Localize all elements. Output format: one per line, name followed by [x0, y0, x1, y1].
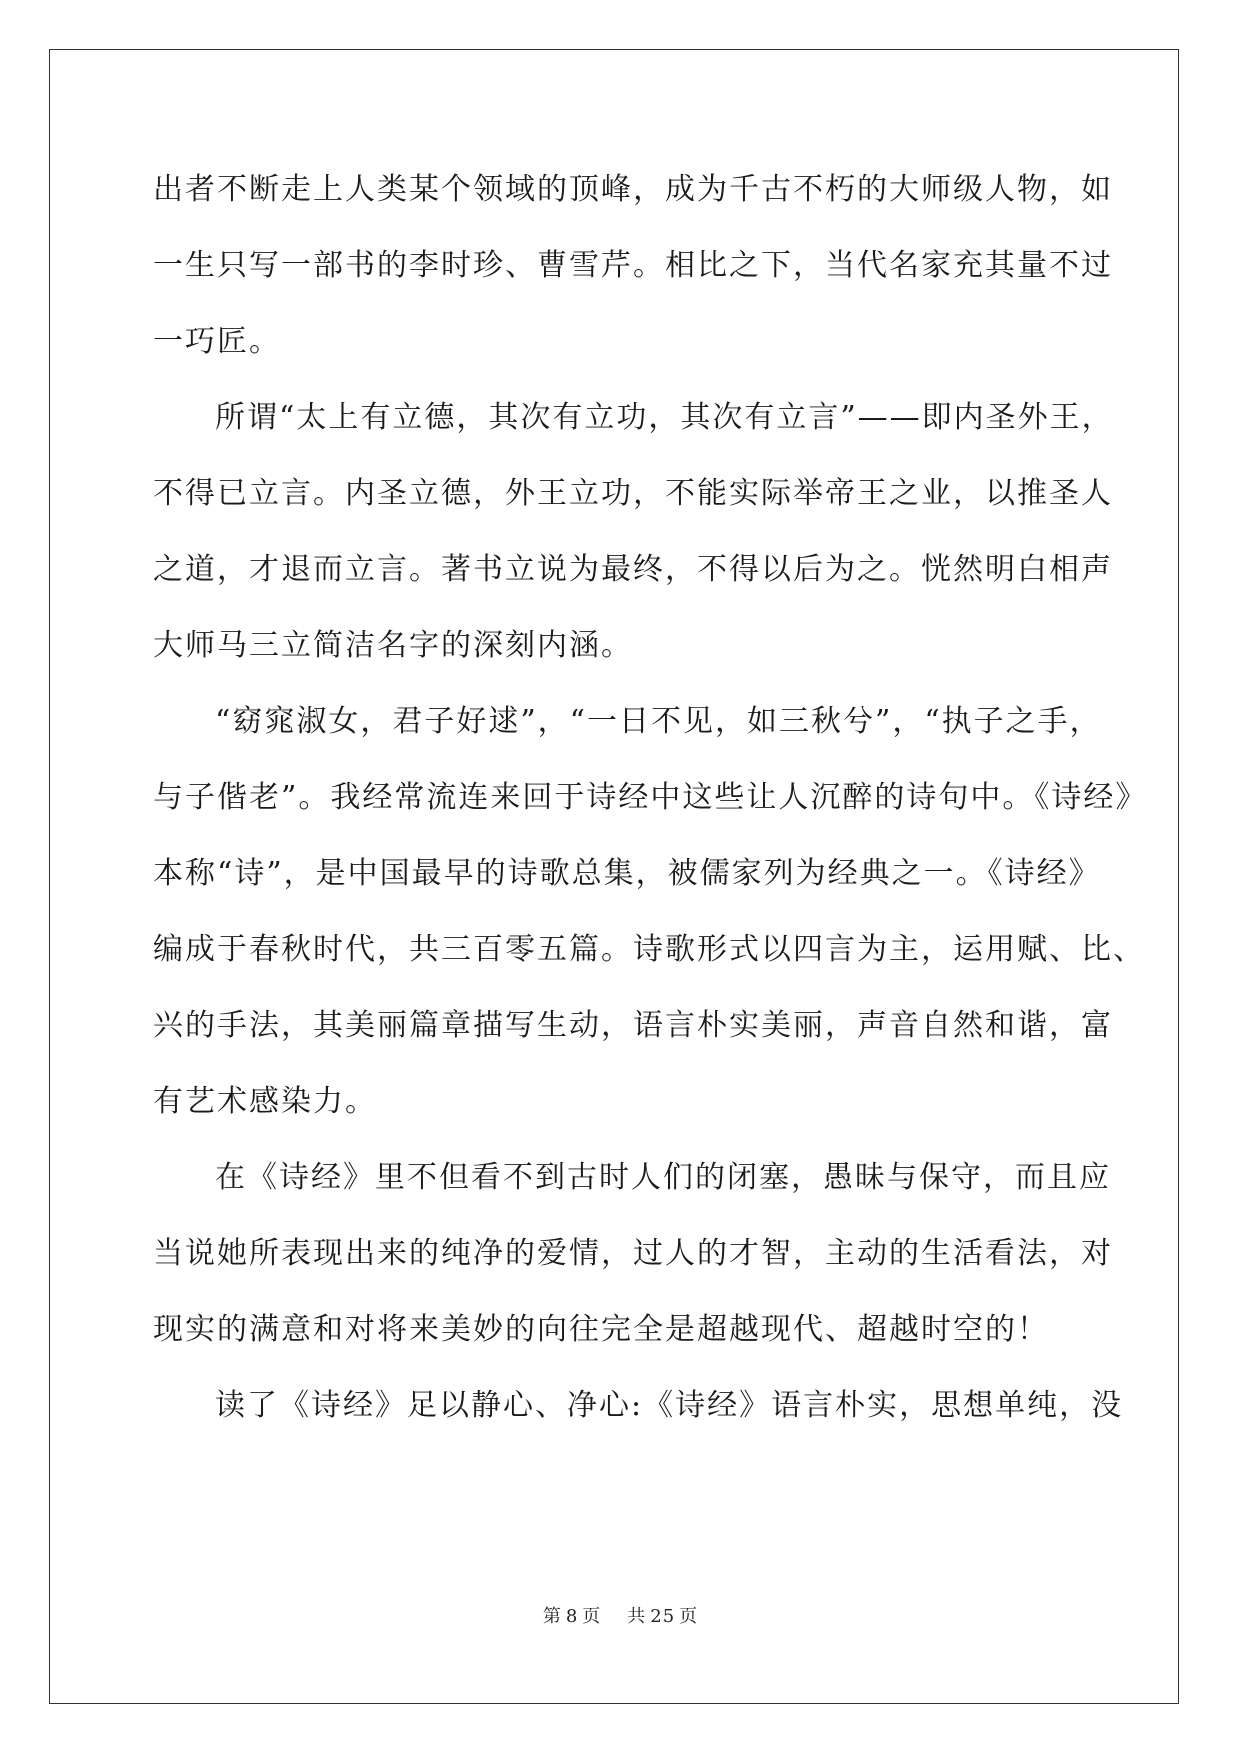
- text-line: 兴的手法，其美丽篇章描写生动，语言朴实美丽，声音自然和谐，富: [153, 1008, 1113, 1043]
- text-line: 有艺术感染力。: [153, 1084, 377, 1119]
- page-number: 8: [565, 1606, 579, 1627]
- text-line: 大师马三立简洁名字的深刻内涵。: [153, 628, 633, 663]
- text-line: 一巧匠。: [153, 324, 281, 359]
- text-line: 与子偕老”。我经常流连来回于诗经中这些让人沉醉的诗句中。《诗经》: [153, 780, 1148, 815]
- text-line: 现实的满意和对将来美妙的向往完全是超越现代、超越时空的！: [153, 1312, 1049, 1347]
- total-suffix: 页: [679, 1606, 699, 1627]
- text-line: 当说她所表现出来的纯净的爱情，过人的才智，主动的生活看法，对: [153, 1236, 1113, 1271]
- paragraph-first-line: 在《诗经》里不但看不到古时人们的闭塞，愚昧与保守，而且应: [215, 1160, 1111, 1195]
- page-footer: [0, 1602, 1241, 1628]
- paragraph-first-line: “窈窕淑女，君子好逑”，“一日不见，如三秋兮”，“执子之手，: [215, 704, 1102, 739]
- page-suffix: 页: [582, 1606, 602, 1627]
- text-line: 一生只写一部书的李时珍、曹雪芹。相比之下，当代名家充其量不过: [153, 248, 1113, 283]
- text-line: 本称“诗”，是中国最早的诗歌总集，被儒家列为经典之一。《诗经》: [153, 856, 1101, 891]
- total-prefix: 共: [627, 1606, 647, 1627]
- paragraph-first-line: 所谓“太上有立德，其次有立功，其次有立言”——即内圣外王，: [215, 400, 1114, 435]
- text-line: 之道，才退而立言。著书立说为最终，不得以后为之。恍然明白相声: [153, 552, 1113, 587]
- text-line: 不得已立言。内圣立德，外王立功，不能实际举帝王之业，以推圣人: [153, 476, 1113, 511]
- paragraph-first-line: 读了《诗经》足以静心、净心:《诗经》语言朴实，思想单纯，没: [215, 1388, 1124, 1423]
- text-line: 编成于春秋时代，共三百零五篇。诗歌形式以四言为主，运用赋、比、: [153, 932, 1145, 967]
- text-line: 出者不断走上人类某个领域的顶峰，成为千古不朽的大师级人物，如: [153, 172, 1113, 207]
- total-pages: 25: [650, 1606, 676, 1627]
- page-prefix: 第: [542, 1606, 562, 1627]
